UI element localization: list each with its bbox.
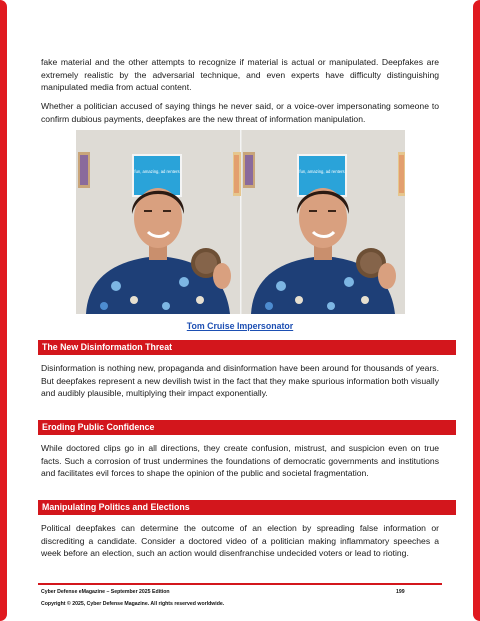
page-edge-left bbox=[0, 0, 7, 621]
footer-copyright: Copyright © 2025, Cyber Defense Magazine. All rights reserved worldwide. bbox=[41, 601, 225, 607]
footer-page-number: 199 bbox=[396, 589, 405, 595]
deepfake-comparison-image bbox=[76, 130, 405, 314]
section-text-manipulating-politics: Political deepfakes can determine the outcome of an election by spreading false information or discrediting a candidate. Consider a doctored video of a politician making inflammatory speeches a week before an election, such an action would disenfranchise undecided voters or lead to rioting. bbox=[41, 523, 439, 559]
body-paragraph-1: fake material and the other attempts to recognize if material is actual or manipulated. Deepfakes are extremely realistic by the adversarial technique, and even experts have difficulty distinguishing manipulated media from actual content. bbox=[41, 57, 439, 93]
section-heading-manipulating-politics: Manipulating Politics and Elections bbox=[38, 500, 456, 515]
section-text-disinformation-threat: Disinformation is nothing new, propaganda and disinformation have been around for thousands of years. But deepfakes represent a new devilish twist in the fact that they make spurious information both visually and audibly plausible, multiplying their impact exponentially. bbox=[41, 363, 439, 399]
image-caption-link[interactable]: Tom Cruise Impersonator bbox=[186, 321, 294, 331]
footer-publication: Cyber Defense eMagazine – September 2025 Edition bbox=[41, 589, 170, 595]
section-text-eroding-confidence: While doctored clips go in all directions, they create confusion, mistrust, and suspicion even on true facts. Such a corrosion of trust undermines the foundations of democratic governments and institutions and facilitates evil forces to shape the opinion of the public and societal fragmentation. bbox=[41, 443, 439, 479]
footer-divider bbox=[38, 583, 442, 585]
poster-text-left: fun, amazing, ad renters bbox=[134, 169, 180, 174]
section-heading-disinformation-threat: The New Disinformation Threat bbox=[38, 340, 456, 355]
body-paragraph-2: Whether a politician accused of saying things he never said, or a voice-over impersonating someone to confirm dubious payments, deepfakes are the new threat of information manipulation. bbox=[41, 101, 439, 124]
page-edge-right bbox=[473, 0, 480, 621]
poster-text-right: fun, amazing, ad renters bbox=[299, 169, 345, 174]
section-heading-eroding-confidence: Eroding Public Confidence bbox=[38, 420, 456, 435]
